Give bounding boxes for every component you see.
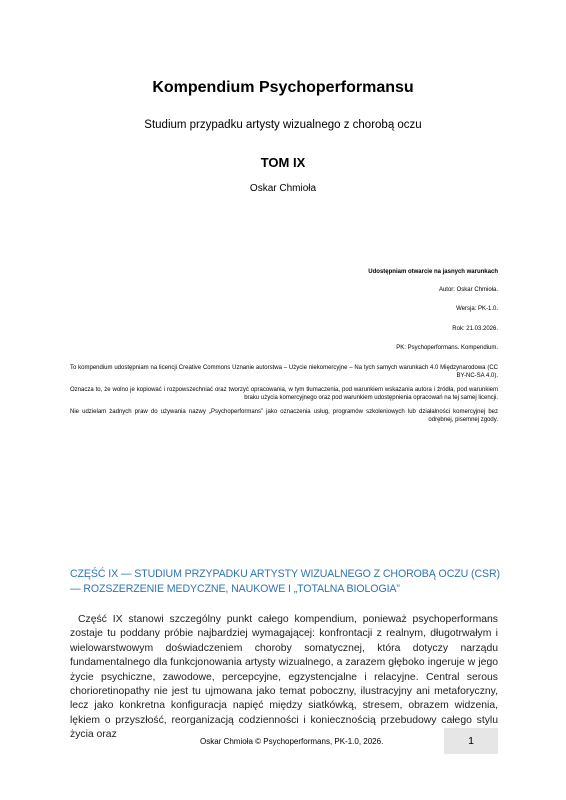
document-title: Kompendium Psychoperformansu xyxy=(152,79,414,96)
license-paragraph-2: Oznacza to, że wolno je kopiować i rozpowszechniać oraz tworzyć opracowania, w tym tłumaczenia, pod warunkiem wskazania autora i źródła, pod warunkiem braku użycia komercyjnego oraz pod warunkiem udostępnienia opracowań na tej samej licencji. xyxy=(70,386,498,401)
page-footer: Oskar Chmioła © Psychoperformans, PK-1.0, 2026. xyxy=(200,737,384,746)
license-year-line: Rok: 21.03.2026. xyxy=(452,325,498,332)
license-author-line: Autor: Oskar Chmioła. xyxy=(438,286,498,293)
license-pk-line: PK: Psychoperformans. Kompendium. xyxy=(396,345,498,351)
license-version-line: Wersja: PK-1.0. xyxy=(456,306,498,312)
section-body: Część IX stanowi szczególny punkt całego kompendium, ponieważ psychoperformans zostaje tu poddany próbie najbardziej wymagającej: konfrontacji z realnym, długotrwałym i wielowarstwowym doświadczeniem choroby somatycznej, która dotyczy narządu fundamentalnego dla funkcjonowania artysty wizualnego, a zarazem głęboko ingeruje w jego życie psychiczne, zawodowe, percepcyjne, egzystencjalne i relacyjne. Central serous chorioretinopathy nie jest tu ujmowana jako temat poboczny, ilustracyjny ani metaforyczny, lecz jako konkretna konfiguracja napięć między siatkówką, stresem, obrazem widzenia, lękiem o przyszłość, reorganizacją codzienności i koniecznością przebudowy całego stylu życia oraz xyxy=(70,614,498,741)
license-heading: Udostępniam otwarcie na jasnych warunkach xyxy=(368,269,498,275)
document-subtitle: Studium przypadku artysty wizualnego z chorobą oczu xyxy=(144,119,422,131)
license-block xyxy=(70,268,498,430)
volume-label: TOM IX xyxy=(260,155,306,170)
page-number-box xyxy=(444,728,498,754)
page-number: 1 xyxy=(468,735,474,747)
author-name: Oskar Chmioła xyxy=(249,183,317,194)
section-heading: CZĘŚĆ IX — STUDIUM PRZYPADKU ARTYSTY WIZUALNEGO Z CHOROBĄ OCZU (CSR) — ROZSZERZENIE MEDYCZNE, NAUKOWE I „TOTALNA BIOLOGIA” xyxy=(70,568,500,595)
license-paragraph-3: Nie udzielam żadnych praw do używania nazwy „Psychoperformans” jako oznaczenia usług, programów szkoleniowych lub działalności komercyjnej bez odrębnej, pisemnej zgody. xyxy=(70,408,498,423)
license-paragraph-1: To kompendium udostępniam na licencji Creative Commons Uznanie autorstwa – Użycie niekomercyjne – Na tych samych warunkach 4.0 Międzynarodowa (CC BY-NC-SA 4.0). xyxy=(70,364,498,379)
